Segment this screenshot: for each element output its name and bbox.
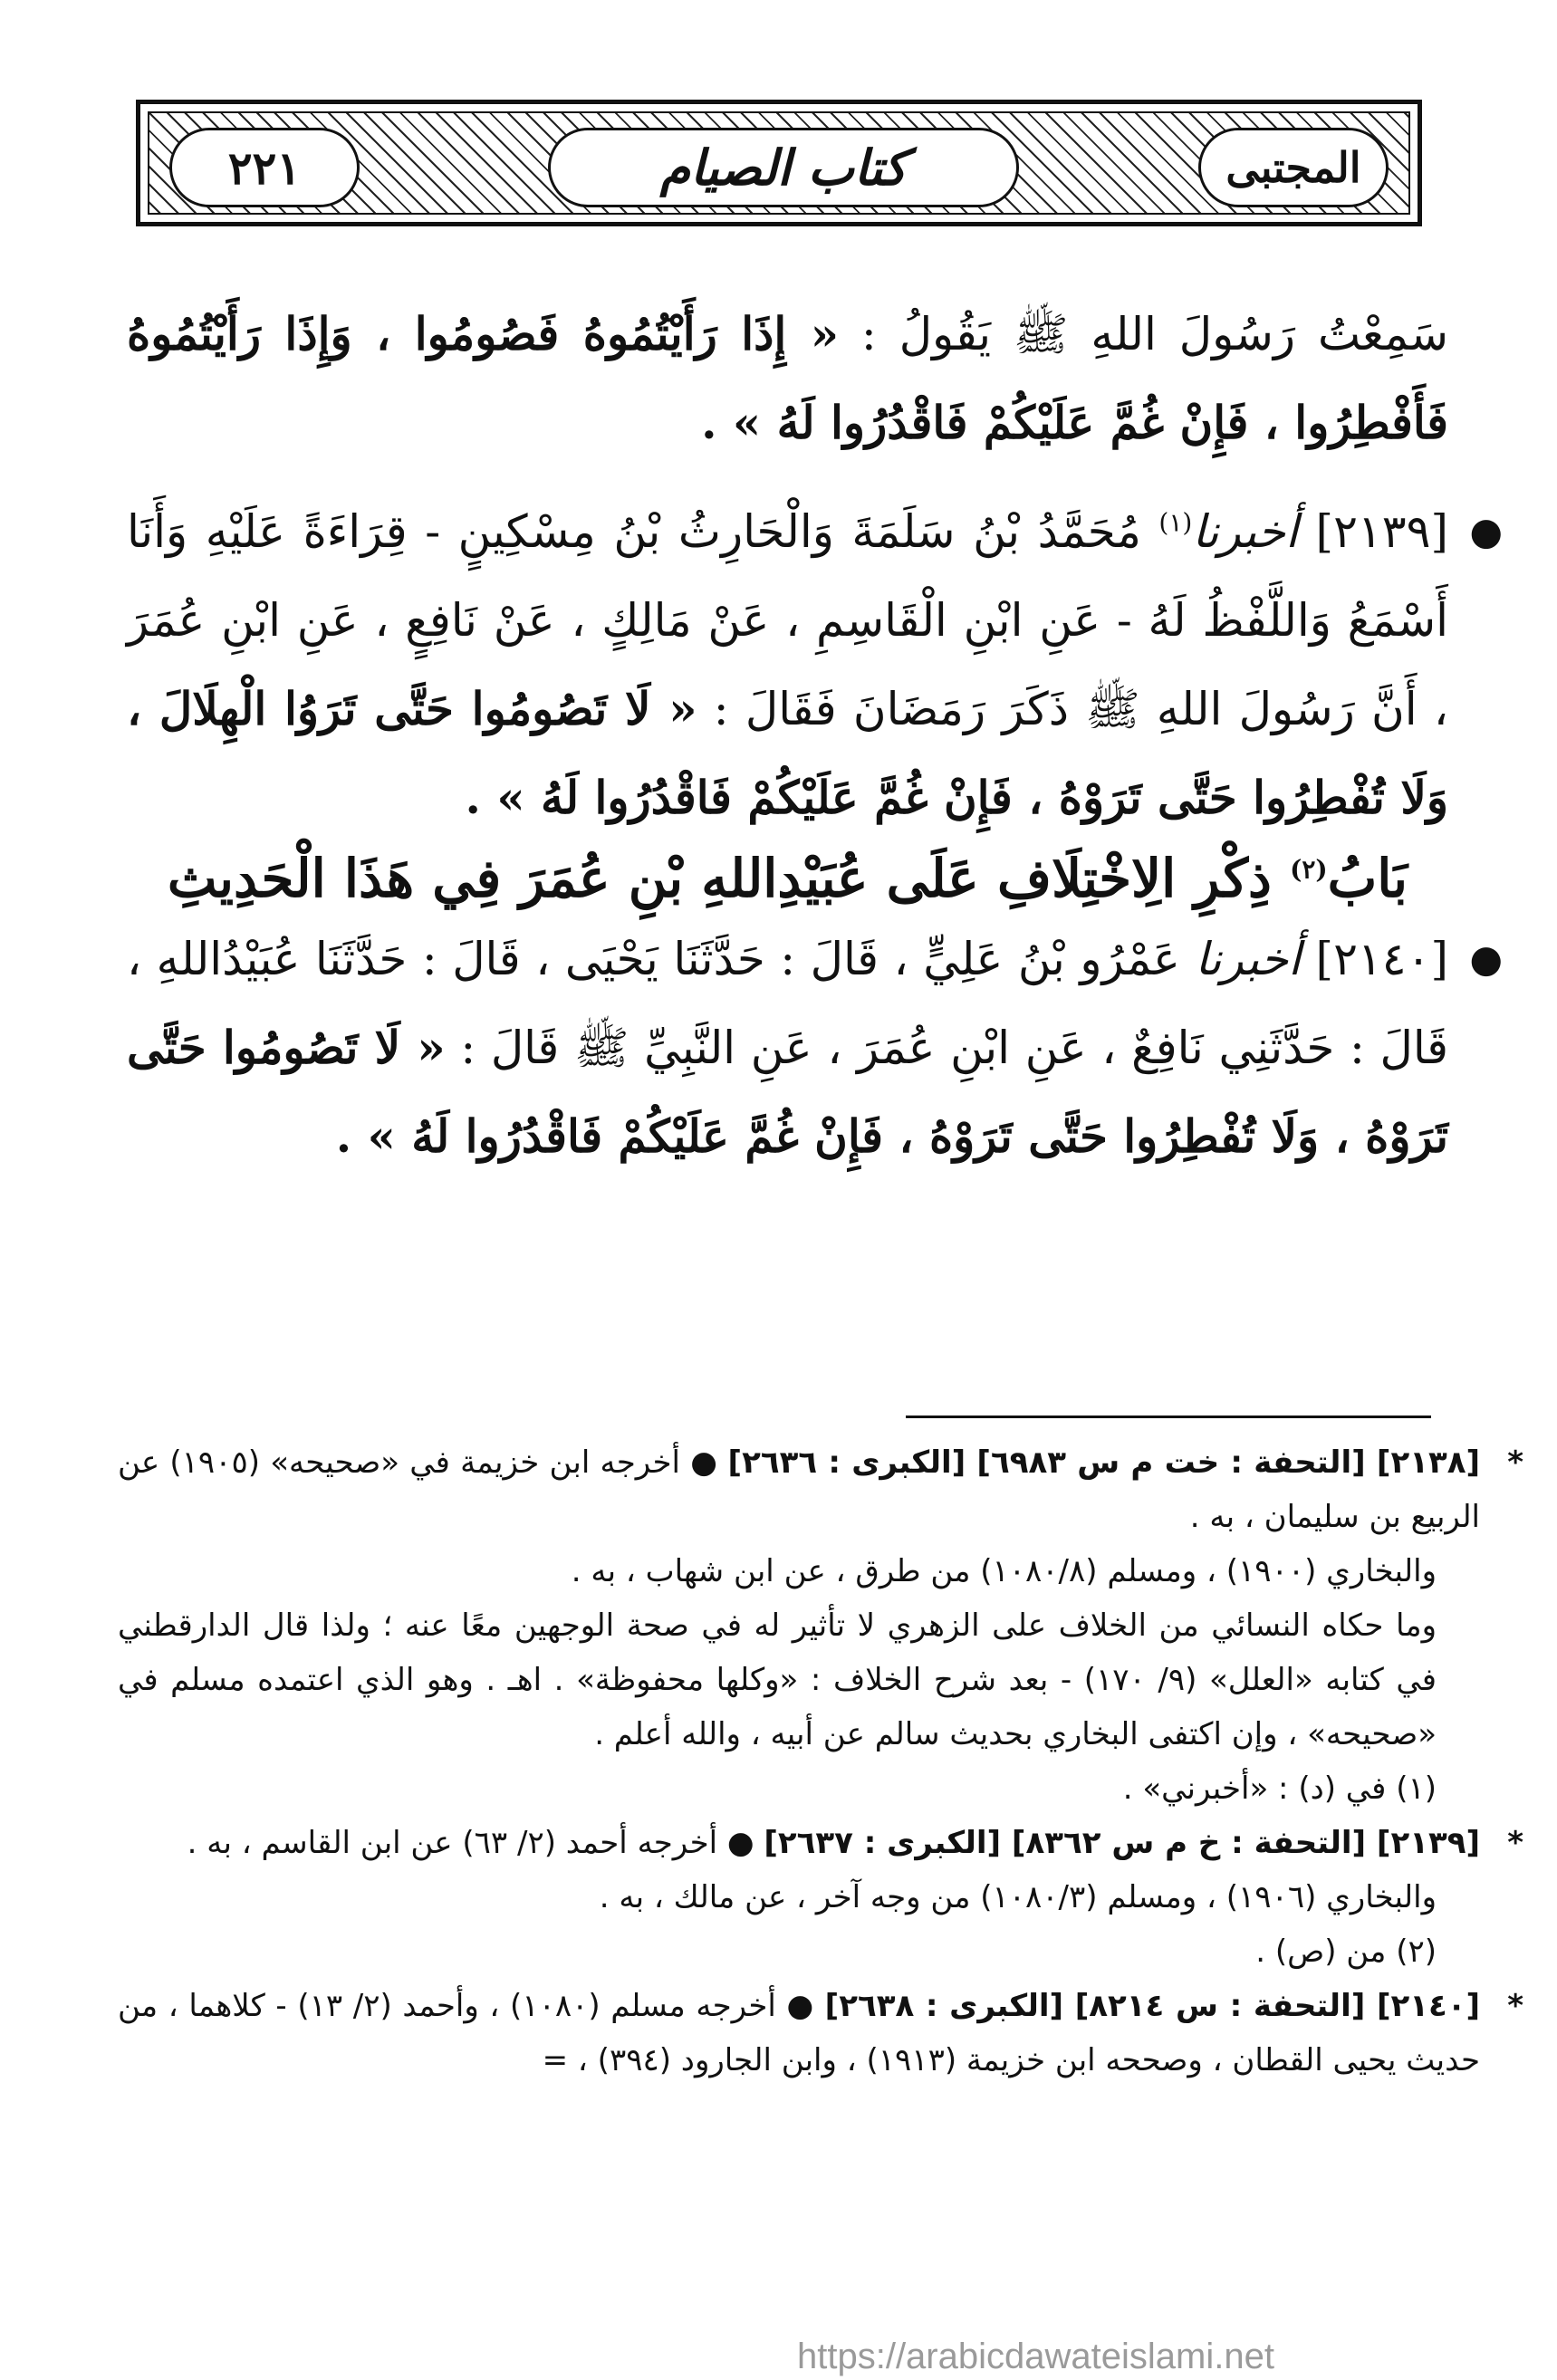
watermark-url: https://arabicdawateislami.net bbox=[797, 2337, 1274, 2376]
hadith-2138-matn: « إِذَا رَأَيْتُمُوهُ فَصُومُوا ، وَإِذَا رَأَيْتُمُوهُ فَأَفْطِرُوا ، فَإِنْ غُمَّ عَلَيْكُمْ فَاقْدُرُوا لَهُ » . bbox=[127, 307, 1448, 449]
footnote-text: أخرجه مسلم (١٠٨٠) ، وأحمد (٢/ ١٣) - كلاهما ، من حديث يحيى القطان ، وصححه ابن خزيمة (١٩١٣) ، وابن الجارود (٣٩٤) ، = bbox=[118, 1988, 1480, 2078]
footnote-marker: (١) bbox=[1158, 507, 1193, 538]
hadith-number: [٢١٤٠] bbox=[1315, 933, 1448, 985]
page-number: ٢٢١ bbox=[227, 140, 302, 195]
hadith-sanad: مُحَمَّدُ بْنُ سَلَمَةَ وَالْحَارِثُ بْنُ مِسْكِينٍ - قِرَاءَةً عَلَيْهِ وَأَنَا أَسْمَعُ وَاللَّفْظُ لَهُ - عَنِ ابْنِ الْقَاسِمِ ، عَنْ مَالِكٍ ، عَنْ نَافِعٍ ، عَنِ ابْنِ عُمَرَ ، أَنَّ رَسُولَ اللهِ ﷺ ذَكَرَ رَمَضَانَ فَقَالَ : bbox=[127, 505, 1448, 735]
footnote-line: والبخاري (١٩٠٦) ، ومسلم (١٠٨٠/٣) من وجه آخر ، عن مالك ، به . bbox=[599, 1879, 1437, 1915]
footnote-note: (١) في (د) : «أخبرني» . bbox=[1122, 1771, 1437, 1807]
asterisk-icon: * bbox=[1507, 1988, 1523, 2024]
footnote-text: أخرجه أحمد (٢/ ٦٣) عن ابن القاسم ، به . bbox=[187, 1825, 718, 1861]
chapter-heading bbox=[127, 842, 1448, 915]
footnote-ref: [٢١٣٨] [التحفة : خت م س ٦٩٨٣] [الكبرى : ٢٦٣٦] bbox=[727, 1444, 1480, 1481]
main-text bbox=[127, 290, 1503, 1181]
footnote-ref: [٢١٣٩] [التحفة : خ م س ٨٣٦٢] [الكبرى : ٢٦٣٧] bbox=[764, 1825, 1480, 1861]
footnote-2140 bbox=[118, 1979, 1523, 2087]
footnote-marker: (٢) bbox=[1290, 854, 1328, 885]
footnote-line: والبخاري (١٩٠٠) ، ومسلم (١٠٨٠/٨) من طرق ، عن ابن شهاب ، به . bbox=[571, 1553, 1437, 1589]
akhbarana-label: أخبرنا bbox=[1195, 933, 1302, 985]
chapter-title: كتاب الصيام bbox=[659, 139, 908, 197]
hadith-number: [٢١٣٩] bbox=[1315, 505, 1448, 558]
akhbarana-label: أخبرنا bbox=[1192, 505, 1298, 558]
footnote-note: (٢) من (ص) . bbox=[1255, 1934, 1437, 1970]
footnote-line: وما حكاه النسائي من الخلاف على الزهري لا تأثير له في صحة الوجهين معًا عنه ؛ ولذا قال الدارقطني في كتابه «العلل» (٩/ ١٧٠) - بعد شرح الخلاف : «وكلها محفوظة» . اهـ . وهو الذي اعتمده مسلم في «صحيحه» ، وإن اكتفى البخاري بحديث سالم عن أبيه ، والله أعلم . bbox=[118, 1607, 1437, 1752]
footnote-ref: [٢١٤٠] [التحفة : س ٨٢١٤] [الكبرى : ٢٦٣٨] bbox=[824, 1988, 1481, 2024]
asterisk-icon: * bbox=[1507, 1825, 1523, 1861]
dot-icon: ● bbox=[786, 1988, 814, 2024]
footnotes bbox=[118, 1435, 1523, 2087]
dot-icon: ● bbox=[690, 1444, 718, 1481]
header-ornament bbox=[148, 111, 1410, 215]
series-logo-cartouche bbox=[1198, 128, 1389, 207]
hadith-matn: « لَا تَصُومُوا حَتَّى تَرَوْهُ ، وَلَا تُفْطِرُوا حَتَّى تَرَوْهُ ، فَإِنْ غُمَّ عَلَيْكُمْ فَاقْدُرُوا لَهُ » . bbox=[127, 1021, 1448, 1163]
bab-label: بَابُ bbox=[1327, 848, 1408, 909]
hadith-matn: « لَا تَصُومُوا حَتَّى تَرَوُا الْهِلَالَ ، وَلَا تُفْطِرُوا حَتَّى تَرَوْهُ ، فَإِنْ غُمَّ عَلَيْكُمْ فَاقْدُرُوا لَهُ » . bbox=[127, 682, 1448, 824]
page-number-cartouche bbox=[169, 128, 360, 207]
footnote-text: أخرجه ابن خزيمة في «صحيحه» (١٩٠٥) عن الربيع بن سليمان ، به . bbox=[118, 1444, 1480, 1535]
bullet-icon: ● bbox=[1469, 936, 1503, 981]
bab-title: ذِكْرِ الِاخْتِلَافِ عَلَى عُبَيْدِاللهِ بْنِ عُمَرَ فِي هَذَا الْحَدِيثِ bbox=[167, 848, 1272, 909]
chapter-title-cartouche bbox=[548, 128, 1019, 207]
series-logo: المجتبى bbox=[1225, 143, 1361, 192]
footnote-2138 bbox=[118, 1435, 1523, 1816]
hadith-2138-continuation bbox=[127, 290, 1448, 467]
hadith-2139 bbox=[127, 487, 1503, 842]
page-header bbox=[136, 100, 1422, 226]
hadith-2138-sanad: سَمِعْتُ رَسُولَ اللهِ ﷺ يَقُولُ : bbox=[860, 308, 1448, 360]
footnote-2139 bbox=[118, 1816, 1523, 1979]
asterisk-icon: * bbox=[1507, 1444, 1523, 1481]
footnote-divider bbox=[906, 1416, 1431, 1418]
hadith-2140 bbox=[127, 915, 1503, 1181]
hadith-sanad: عَمْرُو بْنُ عَلِيٍّ ، قَالَ : حَدَّثَنَا يَحْيَى ، قَالَ : حَدَّثَنَا عُبَيْدُاللهِ ، قَالَ : حَدَّثَنِي نَافِعٌ ، عَنِ ابْنِ عُمَرَ ، عَنِ النَّبِيِّ ﷺ قَالَ : bbox=[127, 933, 1448, 1074]
bullet-icon: ● bbox=[1469, 509, 1503, 553]
dot-icon: ● bbox=[726, 1825, 754, 1861]
